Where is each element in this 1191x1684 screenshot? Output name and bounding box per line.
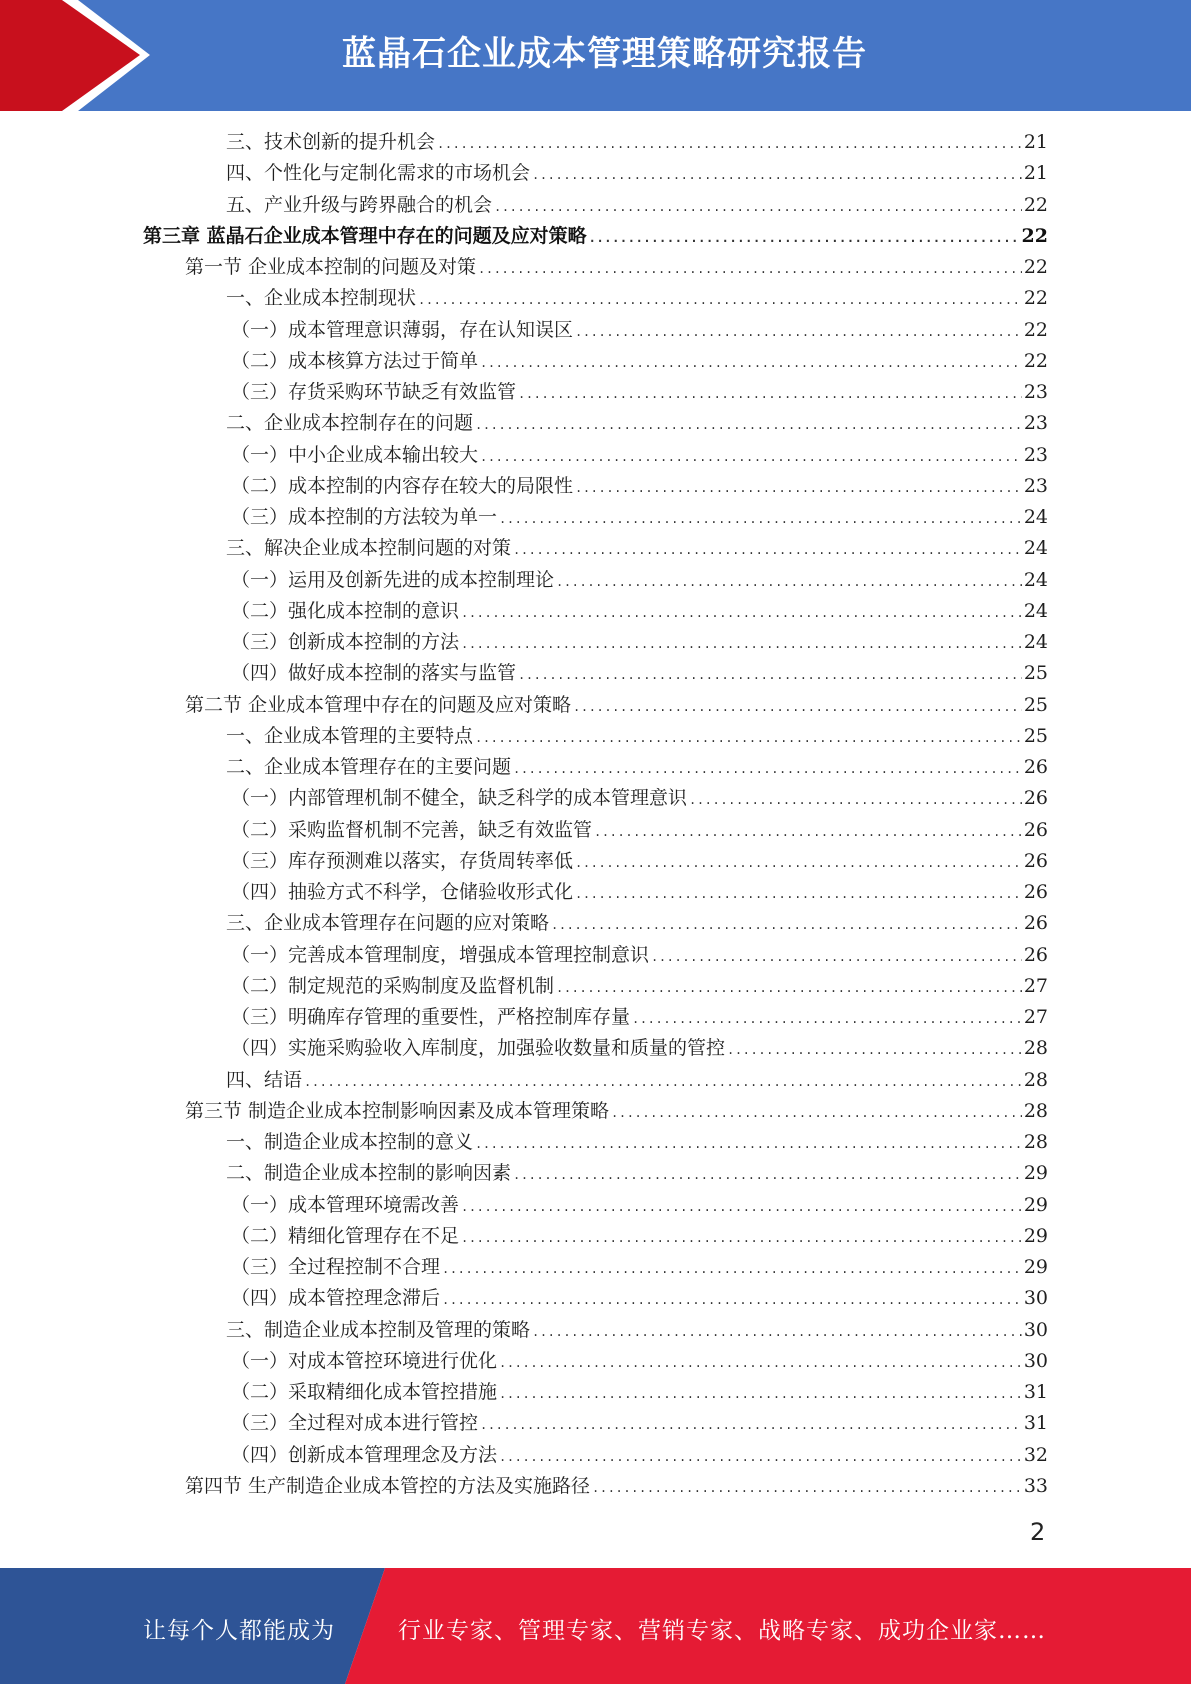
toc-entry-page: 30 [1023, 1318, 1048, 1341]
toc-entry-sub[interactable] [231, 783, 1048, 814]
toc-entry-title: （四）成本管控理念滞后 [231, 1287, 441, 1310]
toc-entry-page: 24 [1023, 599, 1048, 622]
toc-entry-title: 一、企业成本管理的主要特点 [226, 724, 474, 747]
toc-entry-page: 30 [1023, 1349, 1048, 1372]
toc-entry-title: （三）全过程对成本进行管控 [231, 1412, 479, 1435]
toc-entry-sub[interactable] [231, 502, 1048, 533]
toc-entry-sub[interactable] [231, 877, 1048, 908]
toc-dot-leader [304, 1067, 1022, 1098]
toc-entry-item[interactable] [226, 408, 1048, 439]
toc-entry-page: 24 [1023, 631, 1048, 653]
toc-entry-title: 第二节 企业成本管理中存在的问题及应对策略 [185, 693, 572, 716]
toc-dot-leader [513, 754, 1022, 785]
toc-dot-leader [480, 442, 1022, 473]
toc-entry-item[interactable] [226, 127, 1048, 158]
toc-entry-title: （四）实施采购验收入库制度，加强验收数量和质量的管控 [231, 1037, 726, 1060]
toc-entry-sub[interactable] [231, 846, 1048, 877]
toc-entry-sub[interactable] [231, 377, 1048, 408]
toc-dot-leader [480, 348, 1022, 379]
toc-dot-leader [551, 910, 1022, 941]
toc-entry-sub[interactable] [231, 1283, 1048, 1314]
toc-dot-leader [632, 1004, 1022, 1035]
toc-entry-page: 26 [1023, 881, 1048, 903]
toc-entry-page: 25 [1023, 662, 1048, 685]
toc-entry-page: 33 [1023, 1474, 1048, 1497]
toc-entry-title: （四）创新成本管理理念及方法 [231, 1443, 498, 1466]
toc-dot-leader [478, 254, 1022, 285]
toc-entry-title: 一、企业成本控制现状 [226, 287, 417, 310]
toc-entry-page: 29 [1023, 1193, 1048, 1216]
toc-dot-leader [592, 1473, 1022, 1504]
toc-entry-title: （二）强化成本控制的意识 [231, 599, 460, 622]
toc-entry-sub[interactable] [231, 1377, 1048, 1408]
toc-entry-sub[interactable] [231, 1221, 1048, 1252]
toc-entry-page: 29 [1023, 1162, 1048, 1185]
toc-dot-leader [480, 1410, 1022, 1441]
toc-entry-page: 22 [1021, 224, 1048, 247]
toc-entry-title: （三）存货采购环节缺乏有效监管 [231, 381, 517, 403]
toc-entry-sub[interactable] [231, 315, 1048, 346]
toc-dot-leader [689, 785, 1022, 816]
toc-entry-page: 25 [1023, 724, 1048, 747]
toc-dot-leader [575, 317, 1022, 348]
toc-entry-title: 三、制造企业成本控制及管理的策略 [226, 1318, 531, 1341]
toc-entry-title: （二）采购监督机制不完善，缺乏有效监管 [231, 818, 593, 841]
toc-dot-leader [532, 1317, 1022, 1348]
toc-entry-title: 五、产业升级与跨界融合的机会 [226, 193, 493, 216]
toc-entry-sub[interactable] [231, 1252, 1048, 1283]
toc-entry-title: （四）抽验方式不科学，仓储验收形式化 [231, 881, 574, 903]
toc-entry-sub[interactable] [231, 658, 1048, 689]
toc-entry-item[interactable] [226, 908, 1048, 939]
toc-entry-page: 26 [1023, 787, 1048, 810]
toc-entry-page: 23 [1023, 381, 1048, 403]
toc-entry-title: （三）成本控制的方法较为单一 [231, 506, 498, 528]
page-footer [0, 1568, 1191, 1684]
toc-entry-page: 27 [1023, 974, 1048, 997]
toc-dot-leader [651, 942, 1022, 973]
toc-dot-leader [461, 629, 1022, 660]
toc-entry-item[interactable] [226, 190, 1048, 221]
toc-entry-item[interactable] [226, 1127, 1048, 1158]
footer-slogan-left: 让每个人都能成为 [143, 1618, 335, 1644]
toc-entry-page: 26 [1023, 756, 1048, 778]
toc-dot-leader [461, 1192, 1022, 1223]
page-header [0, 0, 1191, 111]
toc-entry-title: 三、技术创新的提升机会 [226, 131, 436, 153]
toc-entry-page: 22 [1023, 287, 1048, 310]
toc-dot-leader [611, 1098, 1022, 1129]
toc-entry-section[interactable] [185, 690, 1048, 721]
toc-entry-page: 23 [1023, 474, 1048, 497]
toc-dot-leader [556, 567, 1022, 598]
toc-dot-leader [499, 1348, 1022, 1379]
toc-entry-title: 第四节 生产制造企业成本管控的方法及实施路径 [185, 1474, 591, 1497]
toc-entry-page: 26 [1023, 818, 1048, 841]
toc-entry-page: 26 [1023, 943, 1048, 966]
toc-entry-title: （一）成本管理环境需改善 [231, 1193, 460, 1216]
toc-dot-leader [513, 1160, 1022, 1191]
toc-entry-page: 26 [1023, 912, 1048, 935]
toc-entry-section[interactable] [185, 252, 1048, 283]
toc-dot-leader [461, 598, 1022, 629]
toc-entry-title: 四、个性化与定制化需求的市场机会 [226, 162, 531, 185]
toc-entry-title: 四、结语 [226, 1068, 303, 1091]
toc-entry-item[interactable] [226, 752, 1048, 783]
toc-entry-sub[interactable] [231, 1440, 1048, 1471]
toc-dot-leader [499, 504, 1022, 535]
toc-entry-title: （三）库存预测难以落实，存货周转率低 [231, 849, 574, 872]
toc-entry-title: （一）运用及创新先进的成本控制理论 [231, 568, 555, 591]
toc-entry-title: 一、制造企业成本控制的意义 [226, 1131, 474, 1153]
toc-dot-leader [556, 973, 1022, 1004]
toc-entry-page: 31 [1023, 1412, 1048, 1435]
toc-entry-title: （二）精细化管理存在不足 [231, 1224, 460, 1247]
toc-dot-leader [499, 1379, 1022, 1410]
toc-entry-title: 二、制造企业成本控制的影响因素 [226, 1162, 512, 1185]
toc-entry-title: 第一节 企业成本控制的问题及对策 [185, 256, 477, 278]
toc-entry-page: 32 [1023, 1443, 1048, 1466]
toc-entry-item[interactable] [226, 1315, 1048, 1346]
toc-entry-title: 三、解决企业成本控制问题的对策 [226, 537, 512, 560]
toc-dot-leader [575, 879, 1022, 910]
toc-entry-page: 28 [1023, 1068, 1048, 1091]
toc-entry-title: （二）成本核算方法过于简单 [231, 349, 479, 372]
toc-entry-sub[interactable] [231, 1346, 1048, 1377]
toc-entry-item[interactable] [226, 533, 1048, 564]
footer-slogan-right: 行业专家、管理专家、营销专家、战略专家、成功企业家…… [398, 1618, 1046, 1644]
toc-dot-leader [575, 473, 1022, 504]
toc-entry-item[interactable] [226, 721, 1048, 752]
toc-entry-chapter[interactable] [143, 221, 1048, 252]
toc-dot-leader [727, 1035, 1022, 1066]
toc-entry-page: 23 [1023, 443, 1048, 466]
toc-entry-title: （一）完善成本管理制度，增强成本管理控制意识 [231, 943, 650, 966]
toc-entry-title: （三）明确库存管理的重要性，严格控制库存量 [231, 1006, 631, 1028]
toc-entry-sub[interactable] [231, 596, 1048, 627]
toc-entry-page: 27 [1023, 1006, 1048, 1028]
toc-entry-item[interactable] [226, 1158, 1048, 1189]
toc-entry-sub[interactable] [231, 1002, 1048, 1033]
toc-entry-item[interactable] [226, 1065, 1048, 1096]
toc-dot-leader [575, 848, 1022, 879]
toc-entry-page: 22 [1023, 193, 1048, 216]
toc-dot-leader [589, 223, 1020, 254]
toc-entry-page: 26 [1023, 849, 1048, 872]
toc-entry-title: （一）内部管理机制不健全，缺乏科学的成本管理意识 [231, 787, 688, 810]
toc-entry-title: 三、企业成本管理存在问题的应对策略 [226, 912, 550, 935]
toc-entry-page: 22 [1023, 256, 1048, 278]
toc-entry-title: （二）采取精细化成本管控措施 [231, 1381, 498, 1403]
report-title: 蓝晶石企业成本管理策略研究报告 [342, 34, 867, 74]
toc-entry-section[interactable] [185, 1096, 1048, 1127]
toc-entry-page: 25 [1023, 693, 1048, 716]
toc-entry-title: 第三章 蓝晶石企业成本管理中存在的问题及应对策略 [143, 224, 587, 247]
toc-entry-page: 29 [1023, 1224, 1048, 1247]
toc-entry-sub[interactable] [231, 471, 1048, 502]
toc-entry-section[interactable] [185, 1471, 1048, 1502]
toc-entry-title: 第三节 制造企业成本控制影响因素及成本管理策略 [185, 1099, 610, 1122]
toc-dot-leader [442, 1285, 1022, 1316]
toc-dot-leader [494, 192, 1022, 223]
toc-entry-title: （二）制定规范的采购制度及监督机制 [231, 974, 555, 997]
toc-entry-sub[interactable] [231, 940, 1048, 971]
toc-entry-title: （一）对成本管控环境进行优化 [231, 1349, 498, 1372]
toc-entry-sub[interactable] [231, 1190, 1048, 1221]
toc-dot-leader [518, 660, 1022, 691]
toc-entry-item[interactable] [226, 158, 1048, 189]
toc-dot-leader [573, 692, 1022, 723]
toc-entry-page: 29 [1023, 1256, 1048, 1278]
toc-entry-title: （三）创新成本控制的方法 [231, 631, 460, 653]
toc-dot-leader [442, 1254, 1022, 1285]
toc-entry-sub[interactable] [231, 971, 1048, 1002]
toc-entry-title: （一）中小企业成本输出较大 [231, 443, 479, 466]
toc-entry-title: 二、企业成本控制存在的问题 [226, 412, 474, 435]
toc-entry-page: 22 [1023, 318, 1048, 341]
toc-entry-sub[interactable] [231, 627, 1048, 658]
toc-dot-leader [475, 723, 1022, 754]
toc-entry-page: 23 [1023, 412, 1048, 435]
toc-dot-leader [594, 817, 1022, 848]
toc-entry-title: （一）成本管理意识薄弱，存在认知误区 [231, 318, 574, 341]
toc-dot-leader [418, 285, 1022, 316]
toc-entry-page: 28 [1023, 1037, 1048, 1060]
toc-entry-page: 31 [1023, 1381, 1048, 1403]
toc-entry-page: 24 [1023, 506, 1048, 528]
toc-dot-leader [475, 410, 1022, 441]
toc-dot-leader [475, 1129, 1022, 1160]
toc-entry-sub[interactable] [231, 815, 1048, 846]
toc-entry-page: 24 [1023, 537, 1048, 560]
toc-entry-sub[interactable] [231, 1408, 1048, 1439]
toc-entry-title: （三）全过程控制不合理 [231, 1256, 441, 1278]
toc-entry-sub[interactable] [231, 565, 1048, 596]
toc-entry-page: 30 [1023, 1287, 1048, 1310]
toc-dot-leader [532, 160, 1022, 191]
toc-dot-leader [518, 379, 1022, 410]
toc-dot-leader [437, 129, 1022, 160]
toc-entry-page: 22 [1023, 349, 1048, 372]
toc-entry-title: 二、企业成本管理存在的主要问题 [226, 756, 512, 778]
toc-entry-item[interactable] [226, 283, 1048, 314]
toc-dot-leader [513, 535, 1022, 566]
toc-entry-page: 24 [1023, 568, 1048, 591]
toc-entry-page: 21 [1023, 131, 1048, 153]
toc-entry-title: （二）成本控制的内容存在较大的局限性 [231, 474, 574, 497]
toc-dot-leader [461, 1223, 1022, 1254]
toc-entry-title: （四）做好成本控制的落实与监管 [231, 662, 517, 685]
toc-dot-leader [499, 1442, 1022, 1473]
toc-entry-sub[interactable] [231, 440, 1048, 471]
toc-entry-sub[interactable] [231, 1033, 1048, 1064]
toc-entry-page: 21 [1023, 162, 1048, 185]
toc-entry-sub[interactable] [231, 346, 1048, 377]
toc-entry-page: 28 [1023, 1131, 1048, 1153]
page-number: 2 [1030, 1518, 1046, 1546]
toc-entry-page: 28 [1023, 1099, 1048, 1122]
